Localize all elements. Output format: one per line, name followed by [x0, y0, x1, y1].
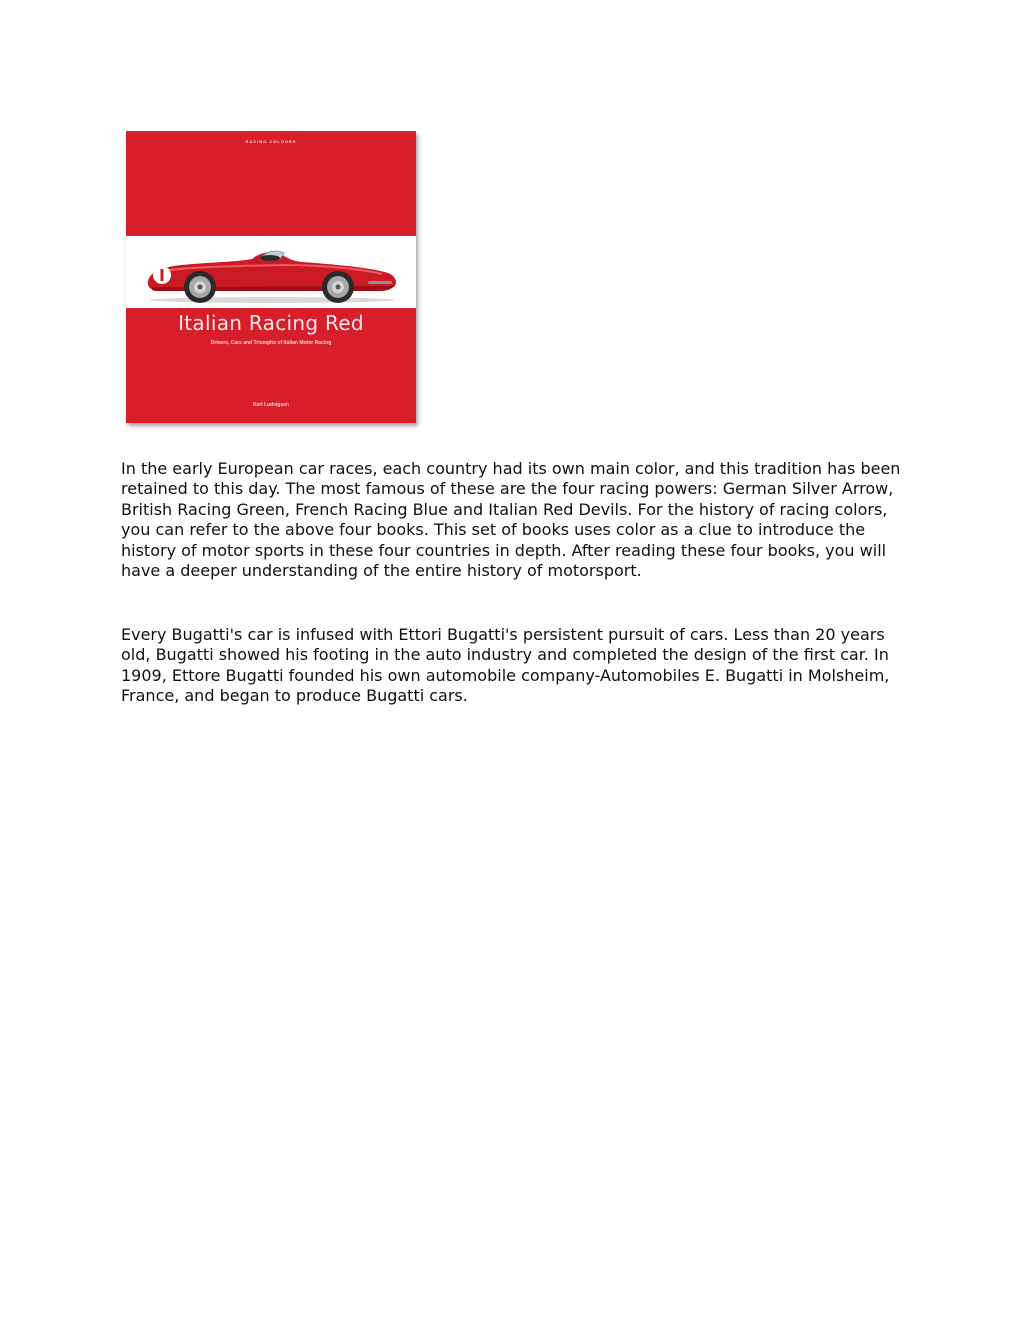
cover-author: Karl Ludvigsen — [252, 402, 290, 408]
paragraph-bugatti: Every Bugatti's car is infused with Ettori Bugatti's persistent pursuit of cars. Less than 20 years old, Bugatti showed his footing in the auto industry and completed the design of the first car. In 1909, Ettore Bugatti founded his own automobile company-Automobiles E. Bugatti in Molsheim, France, and began to produce Bugatti cars. — [121, 625, 890, 706]
cover-subtitle: Drivers, Cars and Triumphs of Italian Motor Racing — [210, 340, 332, 346]
racing-car-illustration — [142, 243, 404, 305]
cover-title: Italian Racing Red — [178, 311, 364, 335]
book-cover-image — [126, 131, 416, 423]
cover-series-label: RACING COLOURS — [245, 139, 297, 144]
paragraph-racing-colors: In the early European car races, each country had its own main color, and this tradition has been retained to this day. The most famous of these are the four racing powers: German Silver Arrow, British Racing Green, French Racing Blue and Italian Red Devils. For the history of racing colors, you can refer to the above four books. This set of books uses color as a clue to introduce the history of motor sports in these four countries in depth. After reading these four books, you will have a deeper understanding of the entire history of motorsport. — [121, 459, 901, 581]
